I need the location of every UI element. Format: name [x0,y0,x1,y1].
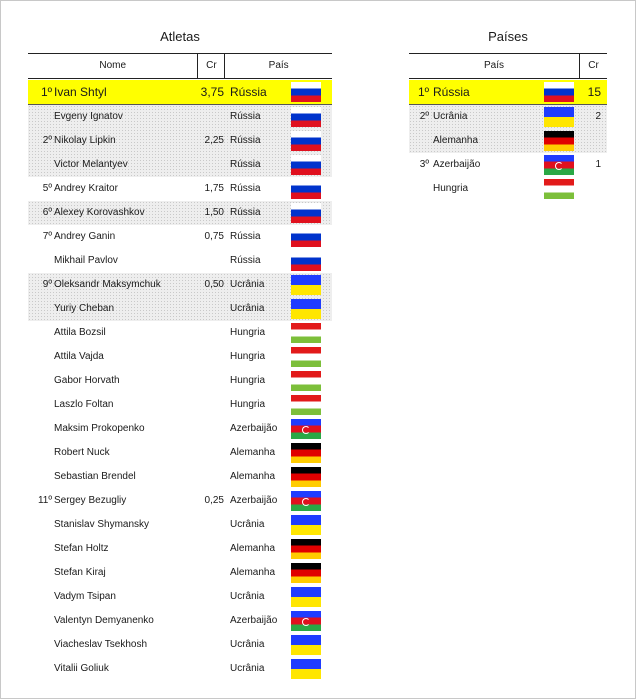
athlete-name: Stanislav Shymansky [54,519,150,530]
table-row [28,273,332,297]
cr-cell [198,633,224,657]
flag-cell [541,105,577,129]
table-row [28,105,332,129]
cr-cell [198,561,224,585]
rank-cell [28,609,54,633]
russia-flag-icon [291,203,321,223]
flag-cell [280,177,332,201]
athlete-name: Viacheslav Tsekhosh [54,639,148,650]
flag-cell [280,657,332,681]
rank-cell [409,129,431,153]
cr-cell [198,465,224,489]
country-cell: Azerbaijão [230,615,278,626]
athlete-name: Yuriy Cheban [54,303,115,314]
germany-flag-icon [544,131,574,151]
country-cell: Azerbaijão [230,495,278,506]
table-row [28,80,332,105]
flag-cell [280,153,332,177]
germany-flag-icon [291,563,321,583]
table-row [409,153,607,177]
cr-cell: 1,50 [204,207,224,218]
rank-cell [28,321,54,345]
flag-cell [280,537,332,561]
flag-cell [280,633,332,657]
flag-cell [280,417,332,441]
countries-table-body [409,80,607,201]
rank-cell: 3º [419,159,429,170]
countries-header-row [409,53,607,79]
country-cell: Ucrânia [230,519,265,530]
country-cell: Ucrânia [230,303,265,314]
cr-cell [198,297,224,321]
cr-cell: 3,75 [200,85,224,99]
cr-cell [198,657,224,681]
athlete-name: Stefan Kiraj [54,567,106,578]
table-row [28,225,332,249]
russia-flag-icon [291,227,321,247]
flag-cell [280,297,332,321]
athlete-name: Nikolay Lipkin [54,135,116,146]
athletes-header-row [28,53,332,79]
country-cell: Ucrânia [230,639,265,650]
azerbaijan-flag-icon [291,419,321,439]
rank-cell [28,537,54,561]
russia-flag-icon [291,251,321,271]
table-row [28,345,332,369]
athletes-table-body [28,80,332,681]
flag-cell [280,345,332,369]
russia-flag-icon [291,155,321,175]
azerbaijan-flag-icon [291,611,321,631]
table-row [28,249,332,273]
table-row [28,465,332,489]
athlete-name: Valentyn Demyanenko [54,615,154,626]
table-row [28,201,332,225]
rank-cell [28,585,54,609]
rank-cell [28,369,54,393]
header-country: País [483,60,504,71]
rank-group [409,105,607,153]
cr-cell [577,129,604,153]
flag-cell [280,129,332,153]
table-row [28,177,332,201]
country-cell: Hungria [230,351,266,362]
country-cell: Rússia [230,135,261,146]
cr-cell: 1 [595,159,601,170]
header-cr: Cr [197,54,224,78]
table-row [28,153,332,177]
flag-cell [280,441,332,465]
table-row [28,561,332,585]
country-cell: Azerbaijão [230,423,278,434]
russia-flag-icon [291,179,321,199]
rank-cell: 2º [42,135,52,146]
flag-cell [280,585,332,609]
header-cr: Cr [579,54,607,78]
country-cell: Rússia [230,207,261,218]
country-cell: Ucrânia [230,591,265,602]
cr-cell [198,345,224,369]
flag-cell [280,489,332,513]
cr-cell: 0,25 [204,495,224,506]
header-country: País [224,54,332,78]
cr-cell [198,609,224,633]
hungary-flag-icon [544,179,574,199]
country-name: Ucrânia [433,111,468,122]
cr-cell: 0,75 [204,231,224,242]
rank-cell: 7º [42,231,52,242]
rank-cell [28,441,54,465]
athlete-name: Sergey Bezugliy [54,495,127,506]
athlete-name: Oleksandr Maksymchuk [54,279,161,290]
cr-cell [198,513,224,537]
russia-flag-icon [291,131,321,151]
countries-title: Países [488,29,528,44]
flag-cell [280,609,332,633]
rank-cell [28,105,54,129]
rank-group [409,80,607,105]
country-name: Alemanha [433,135,479,146]
flag-cell [280,513,332,537]
athletes-title: Atletas [160,29,200,44]
country-cell: Hungria [230,399,266,410]
table-row [409,129,607,153]
country-cell: Alemanha [230,543,276,554]
table-row [409,177,607,201]
ukraine-flag-icon [544,107,574,127]
rank-group [28,225,332,273]
cr-cell [198,441,224,465]
country-cell: Alemanha [230,447,276,458]
ukraine-flag-icon [291,515,321,535]
country-cell: Alemanha [230,567,276,578]
cr-cell [198,537,224,561]
athlete-name: Victor Melantyev [54,159,128,170]
rank-cell [409,177,431,201]
hungary-flag-icon [291,395,321,415]
flag-cell [280,369,332,393]
athlete-name: Maksim Prokopenko [54,423,145,434]
athletes-panel [28,27,332,681]
country-cell: Rússia [230,255,261,266]
athlete-name: Vitalii Goliuk [54,663,109,674]
flag-cell [541,177,577,201]
rank-cell [28,561,54,585]
country-name: Hungria [433,183,469,194]
cr-cell: 2 [595,111,601,122]
flag-cell [541,80,577,104]
russia-flag-icon [291,82,321,102]
rank-cell: 5º [42,183,52,194]
flag-cell [280,80,332,104]
flag-cell [280,201,332,225]
azerbaijan-flag-icon [544,155,574,175]
rank-cell [28,345,54,369]
countries-panel [409,27,607,201]
table-row [409,105,607,129]
russia-flag-icon [291,107,321,127]
rank-cell: 1º [417,85,429,99]
athlete-name: Vadym Tsipan [54,591,116,602]
flag-cell [280,273,332,297]
country-cell: Rússia [230,159,261,170]
country-cell: Rússia [230,85,267,99]
table-row [28,537,332,561]
cr-cell [198,105,224,129]
rank-cell: 9º [42,279,52,290]
cr-cell [198,153,224,177]
flag-cell [280,321,332,345]
table-row [28,369,332,393]
table-row [28,417,332,441]
country-cell: Ucrânia [230,663,265,674]
cr-cell [198,369,224,393]
flag-cell [280,249,332,273]
rank-cell [28,249,54,273]
flag-cell [280,465,332,489]
russia-flag-icon [544,82,574,102]
athlete-name: Evgeny Ignatov [54,111,123,122]
table-row [28,489,332,513]
flag-cell [280,393,332,417]
hungary-flag-icon [291,371,321,391]
rank-cell: 1º [40,85,52,99]
flag-cell [280,561,332,585]
rank-group [28,80,332,105]
table-row [28,297,332,321]
rank-group [28,177,332,201]
athlete-name: Attila Vajda [54,351,104,362]
table-row [28,441,332,465]
germany-flag-icon [291,539,321,559]
country-cell: Hungria [230,375,266,386]
country-cell: Hungria [230,327,266,338]
athlete-name: Stefan Holtz [54,543,109,554]
ukraine-flag-icon [291,659,321,679]
table-row [28,585,332,609]
germany-flag-icon [291,467,321,487]
cr-cell: 15 [587,85,601,99]
athlete-name: Attila Bozsil [54,327,106,338]
country-cell: Rússia [230,111,261,122]
rank-cell [28,297,54,321]
flag-cell [280,225,332,249]
azerbaijan-flag-icon [291,491,321,511]
ukraine-flag-icon [291,635,321,655]
flag-cell [280,105,332,129]
rank-group [28,201,332,225]
rank-cell [28,153,54,177]
hungary-flag-icon [291,347,321,367]
table-row [28,321,332,345]
ukraine-flag-icon [291,275,321,295]
cr-cell [198,321,224,345]
country-cell: Rússia [230,231,261,242]
rank-cell [28,513,54,537]
ukraine-flag-icon [291,299,321,319]
table-row [28,513,332,537]
cr-cell: 1,75 [204,183,224,194]
athlete-name: Laszlo Foltan [54,399,114,410]
rank-cell [28,633,54,657]
header-name: Nome [99,60,127,71]
athlete-name: Andrey Ganin [54,231,116,242]
athlete-name: Sebastian Brendel [54,471,136,482]
country-cell: Rússia [230,183,261,194]
rank-cell: 2º [419,111,429,122]
cr-cell [198,393,224,417]
cr-cell [198,417,224,441]
rank-group [409,153,607,201]
germany-flag-icon [291,443,321,463]
cr-cell [198,249,224,273]
cr-cell: 2,25 [204,135,224,146]
athlete-name: Alexey Korovashkov [54,207,145,218]
table-row [28,393,332,417]
flag-cell [541,153,577,177]
athlete-name: Robert Nuck [54,447,110,458]
athlete-name: Mikhail Pavlov [54,255,118,266]
cr-cell [577,177,604,201]
table-row [409,80,607,105]
country-cell: Alemanha [230,471,276,482]
table-row [28,657,332,681]
rank-group [28,321,332,681]
country-name: Azerbaijão [433,159,481,170]
hungary-flag-icon [291,323,321,343]
athlete-name: Andrey Kraitor [54,183,118,194]
table-row [28,609,332,633]
country-cell: Ucrânia [230,279,265,290]
table-row [28,633,332,657]
rank-cell: 11º [37,495,52,506]
rank-cell [28,393,54,417]
flag-cell [541,129,577,153]
ukraine-flag-icon [291,587,321,607]
cr-cell: 0,50 [204,279,224,290]
cr-cell [198,585,224,609]
rank-cell [28,657,54,681]
rank-cell: 6º [42,207,52,218]
athlete-name: Gabor Horvath [54,375,120,386]
table-row [28,129,332,153]
rank-cell [28,465,54,489]
country-name: Rússia [433,85,470,99]
rank-group [28,273,332,321]
rank-group [28,105,332,177]
athlete-name: Ivan Shtyl [54,85,107,99]
rank-cell [28,417,54,441]
